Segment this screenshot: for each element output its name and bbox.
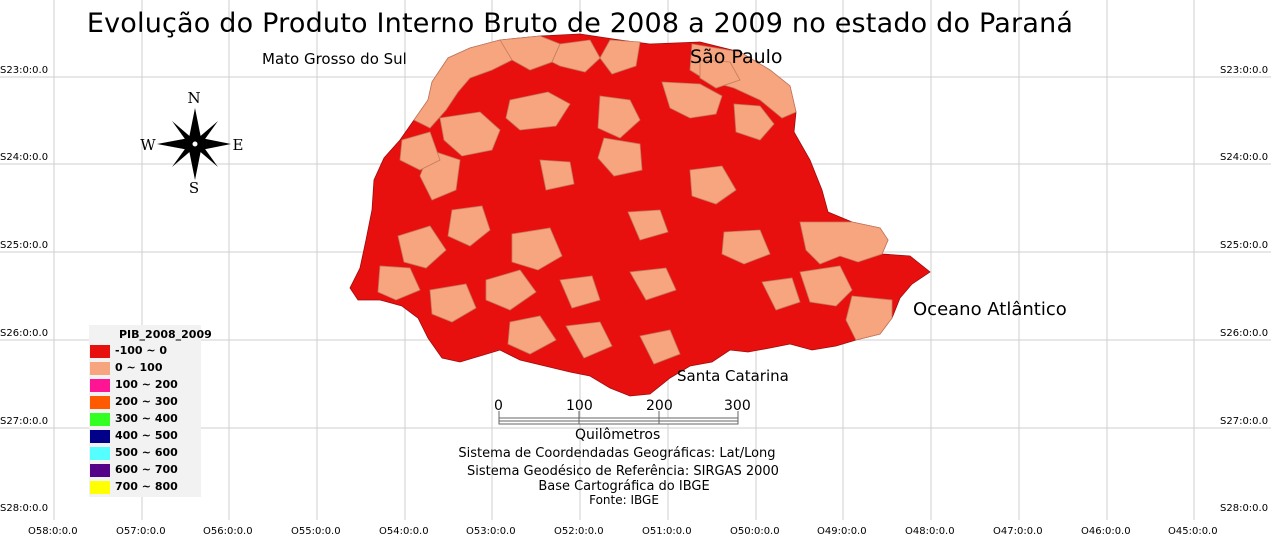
lat-label-left: S28:0:0.0 <box>0 503 49 514</box>
legend-label: 100 ~ 200 <box>115 378 178 391</box>
scale-tick-label: 100 <box>566 398 593 414</box>
scale-tick-label: 0 <box>494 398 503 414</box>
info-source: Fonte: IBGE <box>589 493 659 507</box>
legend-item <box>89 428 201 444</box>
scale-unit-label: Quilômetros <box>575 427 661 443</box>
north-arrow-icon <box>157 108 231 180</box>
lon-label: O58:0:0.0 <box>28 526 78 537</box>
map-title: Evolução do Produto Interno Bruto de 2008 a 2009 no estado do Paraná <box>86 8 1074 39</box>
legend-item <box>89 343 201 359</box>
compass-w-label: W <box>140 136 156 154</box>
label-sao-paulo: São Paulo <box>690 46 783 68</box>
lon-label: O49:0:0.0 <box>817 526 867 537</box>
legend-item <box>89 445 201 461</box>
legend-swatch <box>90 447 110 460</box>
lon-label: O51:0:0.0 <box>642 526 692 537</box>
lon-label: O50:0:0.0 <box>730 526 780 537</box>
legend-label: 400 ~ 500 <box>115 429 178 442</box>
legend-label: 700 ~ 800 <box>115 480 178 493</box>
legend-swatch <box>90 379 110 392</box>
lat-label-right: S27:0:0.0 <box>1220 416 1269 427</box>
info-cartographic-base: Base Cartográfica do IBGE <box>538 479 710 494</box>
lon-label: O54:0:0.0 <box>379 526 429 537</box>
legend-swatch <box>90 396 110 409</box>
lon-label: O55:0:0.0 <box>291 526 341 537</box>
info-coordinate-system: Sistema de Coordendadas Geográficas: Lat/Long <box>458 446 776 461</box>
legend-swatch <box>90 481 110 494</box>
lon-label: O52:0:0.0 <box>554 526 604 537</box>
legend-label: 200 ~ 300 <box>115 395 178 408</box>
lat-label-right: S23:0:0.0 <box>1220 65 1269 76</box>
lat-label-right: S28:0:0.0 <box>1220 503 1269 514</box>
legend-item <box>89 479 201 495</box>
legend-label: 500 ~ 600 <box>115 446 178 459</box>
lon-label: O48:0:0.0 <box>905 526 955 537</box>
legend <box>89 325 212 497</box>
lon-label: O56:0:0.0 <box>203 526 253 537</box>
scale-tick-label: 300 <box>724 398 751 414</box>
legend-swatch <box>90 345 110 358</box>
lon-label: O53:0:0.0 <box>466 526 516 537</box>
legend-item <box>89 377 201 393</box>
lat-label-left: S27:0:0.0 <box>0 416 49 427</box>
legend-title: PIB_2008_2009 <box>119 328 212 341</box>
legend-item <box>89 411 201 427</box>
lat-label-left: S26:0:0.0 <box>0 328 49 339</box>
legend-label: 300 ~ 400 <box>115 412 178 425</box>
compass-s-label: S <box>188 179 200 197</box>
legend-label: 600 ~ 700 <box>115 463 178 476</box>
legend-swatch <box>90 362 110 375</box>
lon-label: O47:0:0.0 <box>993 526 1043 537</box>
legend-swatch <box>90 464 110 477</box>
legend-swatch <box>90 413 110 426</box>
legend-swatch <box>90 430 110 443</box>
legend-item <box>89 360 201 376</box>
lon-label: O45:0:0.0 <box>1168 526 1218 537</box>
lat-label-right: S25:0:0.0 <box>1220 240 1269 251</box>
label-mato-grosso-do-sul: Mato Grosso do Sul <box>262 50 407 68</box>
lat-label-left: S25:0:0.0 <box>0 240 49 251</box>
legend-item <box>89 394 201 410</box>
scale-tick-label: 200 <box>646 398 673 414</box>
compass-n-label: N <box>187 89 201 107</box>
lat-label-right: S26:0:0.0 <box>1220 328 1269 339</box>
info-geodetic-system: Sistema Geodésico de Referência: SIRGAS 2000 <box>467 464 779 479</box>
lat-label-right: S24:0:0.0 <box>1220 152 1269 163</box>
lon-label: O46:0:0.0 <box>1081 526 1131 537</box>
label-oceano-atlantico: Oceano Atlântico <box>913 299 1067 320</box>
lat-label-left: S24:0:0.0 <box>0 152 49 163</box>
label-santa-catarina: Santa Catarina <box>677 367 789 385</box>
legend-item <box>89 462 201 478</box>
scale-bar <box>499 411 738 424</box>
lon-label: O57:0:0.0 <box>116 526 166 537</box>
legend-label: 0 ~ 100 <box>115 361 163 374</box>
compass-e-label: E <box>232 136 244 154</box>
lat-label-left: S23:0:0.0 <box>0 65 49 76</box>
legend-label: -100 ~ 0 <box>115 344 168 357</box>
